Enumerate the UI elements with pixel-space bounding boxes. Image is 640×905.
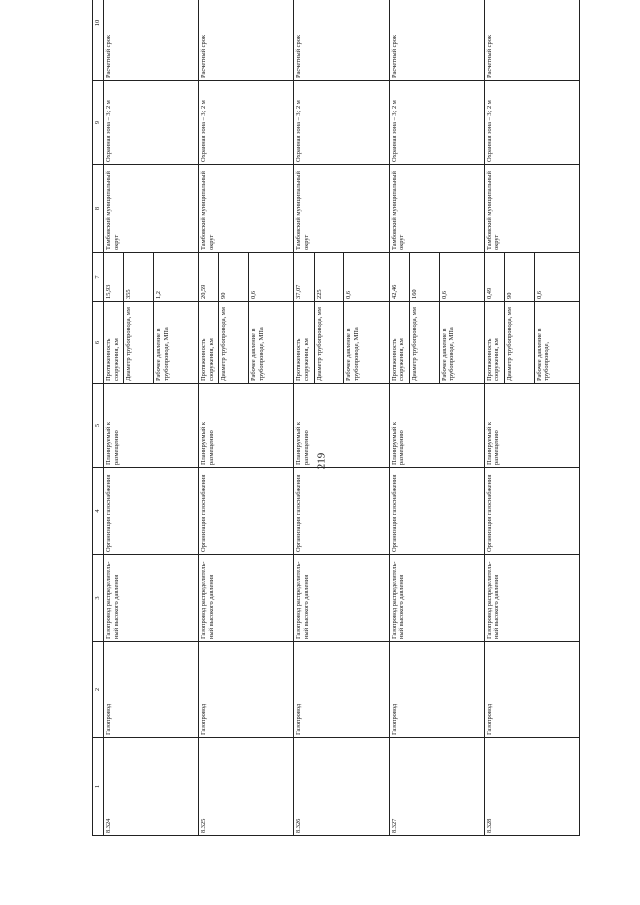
param-diameter-label: Диаметр трубопровода, мм — [409, 302, 439, 383]
param-length-label: Протяженность сооружения, км — [485, 338, 501, 381]
object-description: Газопровод распределитель-ный высокого давления — [389, 555, 484, 642]
object-type: Газопровод — [484, 642, 579, 738]
location: Тамбовский муниципальный округ — [199, 165, 294, 253]
object-type: Газопровод — [104, 642, 199, 738]
value-length: 0,49 — [485, 287, 493, 299]
table-row — [294, 0, 389, 836]
table-row — [104, 0, 199, 836]
header-cell: 4 — [93, 468, 104, 555]
param-pressure-label: Рабочее давление в трубопроводе, МПа — [153, 302, 198, 383]
organization: Организация газоснабжения — [104, 468, 199, 555]
value-pressure: 0,6 — [534, 253, 579, 301]
protection-zone: Охранная зона – 3; 2 м — [104, 81, 199, 165]
value-diameter: 355 — [123, 253, 153, 301]
value-diameter: 160 — [409, 253, 439, 301]
values-cell — [484, 253, 579, 302]
header-cell: 6 — [93, 302, 104, 384]
protection-zone: Охранная зона – 3; 2 м — [389, 81, 484, 165]
header-row — [93, 0, 104, 836]
param-pressure-label: Рабочее давление в трубопроводе, МПа — [343, 302, 388, 383]
param-diameter-label: Диаметр трубопровода, мм — [504, 302, 534, 383]
param-pressure-label: Рабочее давление в трубопроводе, МПа — [248, 302, 293, 383]
value-pressure: 0,6 — [248, 253, 293, 301]
row-number: 8.328 — [484, 738, 579, 836]
parameters-cell — [104, 302, 199, 384]
object-description: Газопровод распределитель-ный высокого давления — [199, 555, 294, 642]
value-diameter: 90 — [218, 253, 248, 301]
row-number: 8.324 — [104, 738, 199, 836]
param-diameter-label: Диаметр трубопровода, мм — [314, 302, 344, 383]
param-length-label: Протяженность сооружения, км — [200, 338, 215, 381]
page-number: 219 — [315, 452, 328, 470]
location: Тамбовский муниципальный округ — [294, 165, 389, 253]
object-description: Газопровод распределитель-ный высокого давления — [104, 555, 199, 642]
values-cell — [294, 253, 389, 302]
location: Тамбовский муниципальный округ — [484, 165, 579, 253]
status: Планируемый к размещению — [484, 384, 579, 468]
values-cell — [104, 253, 199, 302]
header-cell: 3 — [93, 555, 104, 642]
parameters-cell — [484, 302, 579, 384]
value-pressure: 0,6 — [439, 253, 484, 301]
object-description: Газопровод распределитель-ный высокого давления — [294, 555, 389, 642]
protection-zone: Охранная зона – 3; 2 м — [199, 81, 294, 165]
status: Планируемый к размещению — [104, 384, 199, 468]
header-cell: 8 — [93, 165, 104, 253]
value-diameter: 225 — [314, 253, 344, 301]
param-length-label: Протяженность сооружения, км — [390, 338, 406, 381]
term: Расчетный срок — [294, 0, 389, 81]
object-type: Газопровод — [389, 642, 484, 738]
object-type: Газопровод — [199, 642, 294, 738]
header-cell: 5 — [93, 384, 104, 468]
param-pressure-label: Рабочее давление в трубопроводе, МПа — [439, 302, 484, 383]
table-row — [484, 0, 579, 836]
parameters-cell — [294, 302, 389, 384]
value-length: 20,59 — [200, 284, 208, 299]
parameters-cell — [389, 302, 484, 384]
facilities-table-container — [92, 19, 580, 836]
param-length-label: Протяженность сооружения, км — [105, 338, 120, 381]
status: Планируемый к размещению — [199, 384, 294, 468]
value-pressure: 1,2 — [153, 253, 198, 301]
facilities-table — [92, 0, 580, 836]
value-diameter: 90 — [504, 253, 534, 301]
parameters-cell — [199, 302, 294, 384]
param-pressure-label: Рабочее давление в трубопроводе, — [534, 302, 579, 383]
table-row — [199, 0, 294, 836]
protection-zone: Охранная зона – 3; 2 м — [294, 81, 389, 165]
term: Расчетный срок — [199, 0, 294, 81]
param-length-label: Протяженность сооружения, км — [295, 338, 310, 381]
header-cell: 10 — [93, 0, 104, 81]
status: Планируемый к размещению — [294, 384, 389, 468]
term: Расчетный срок — [484, 0, 579, 81]
header-cell: 7 — [93, 253, 104, 302]
value-pressure: 0,6 — [343, 253, 388, 301]
header-cell: 9 — [93, 81, 104, 165]
organization: Организация газоснабжения — [294, 468, 389, 555]
values-cell — [389, 253, 484, 302]
table-row — [389, 0, 484, 836]
organization: Организация газоснабжения — [484, 468, 579, 555]
organization: Организация газоснабжения — [199, 468, 294, 555]
object-type: Газопровод — [294, 642, 389, 738]
header-cell: 1 — [93, 738, 104, 836]
term: Расчетный срок — [389, 0, 484, 81]
row-number: 8.325 — [199, 738, 294, 836]
term: Расчетный срок — [104, 0, 199, 81]
organization: Организация газоснабжения — [389, 468, 484, 555]
protection-zone: Охранная зона – 3; 2 м — [484, 81, 579, 165]
value-length: 42,46 — [390, 284, 398, 299]
value-length: 37,07 — [295, 284, 303, 299]
values-cell — [199, 253, 294, 302]
status: Планируемый к размещению — [389, 384, 484, 468]
header-cell: 2 — [93, 642, 104, 738]
param-diameter-label: Диаметр трубопровода, мм — [123, 302, 153, 383]
location: Тамбовский муниципальный округ — [389, 165, 484, 253]
param-diameter-label: Диаметр трубопровода, мм — [218, 302, 248, 383]
row-number: 8.327 — [389, 738, 484, 836]
value-length: 15,93 — [105, 284, 112, 299]
object-description: Газопровод распределитель-ный высокого давления — [484, 555, 579, 642]
row-number: 8.326 — [294, 738, 389, 836]
location: Тамбовский муниципальный округ — [104, 165, 199, 253]
